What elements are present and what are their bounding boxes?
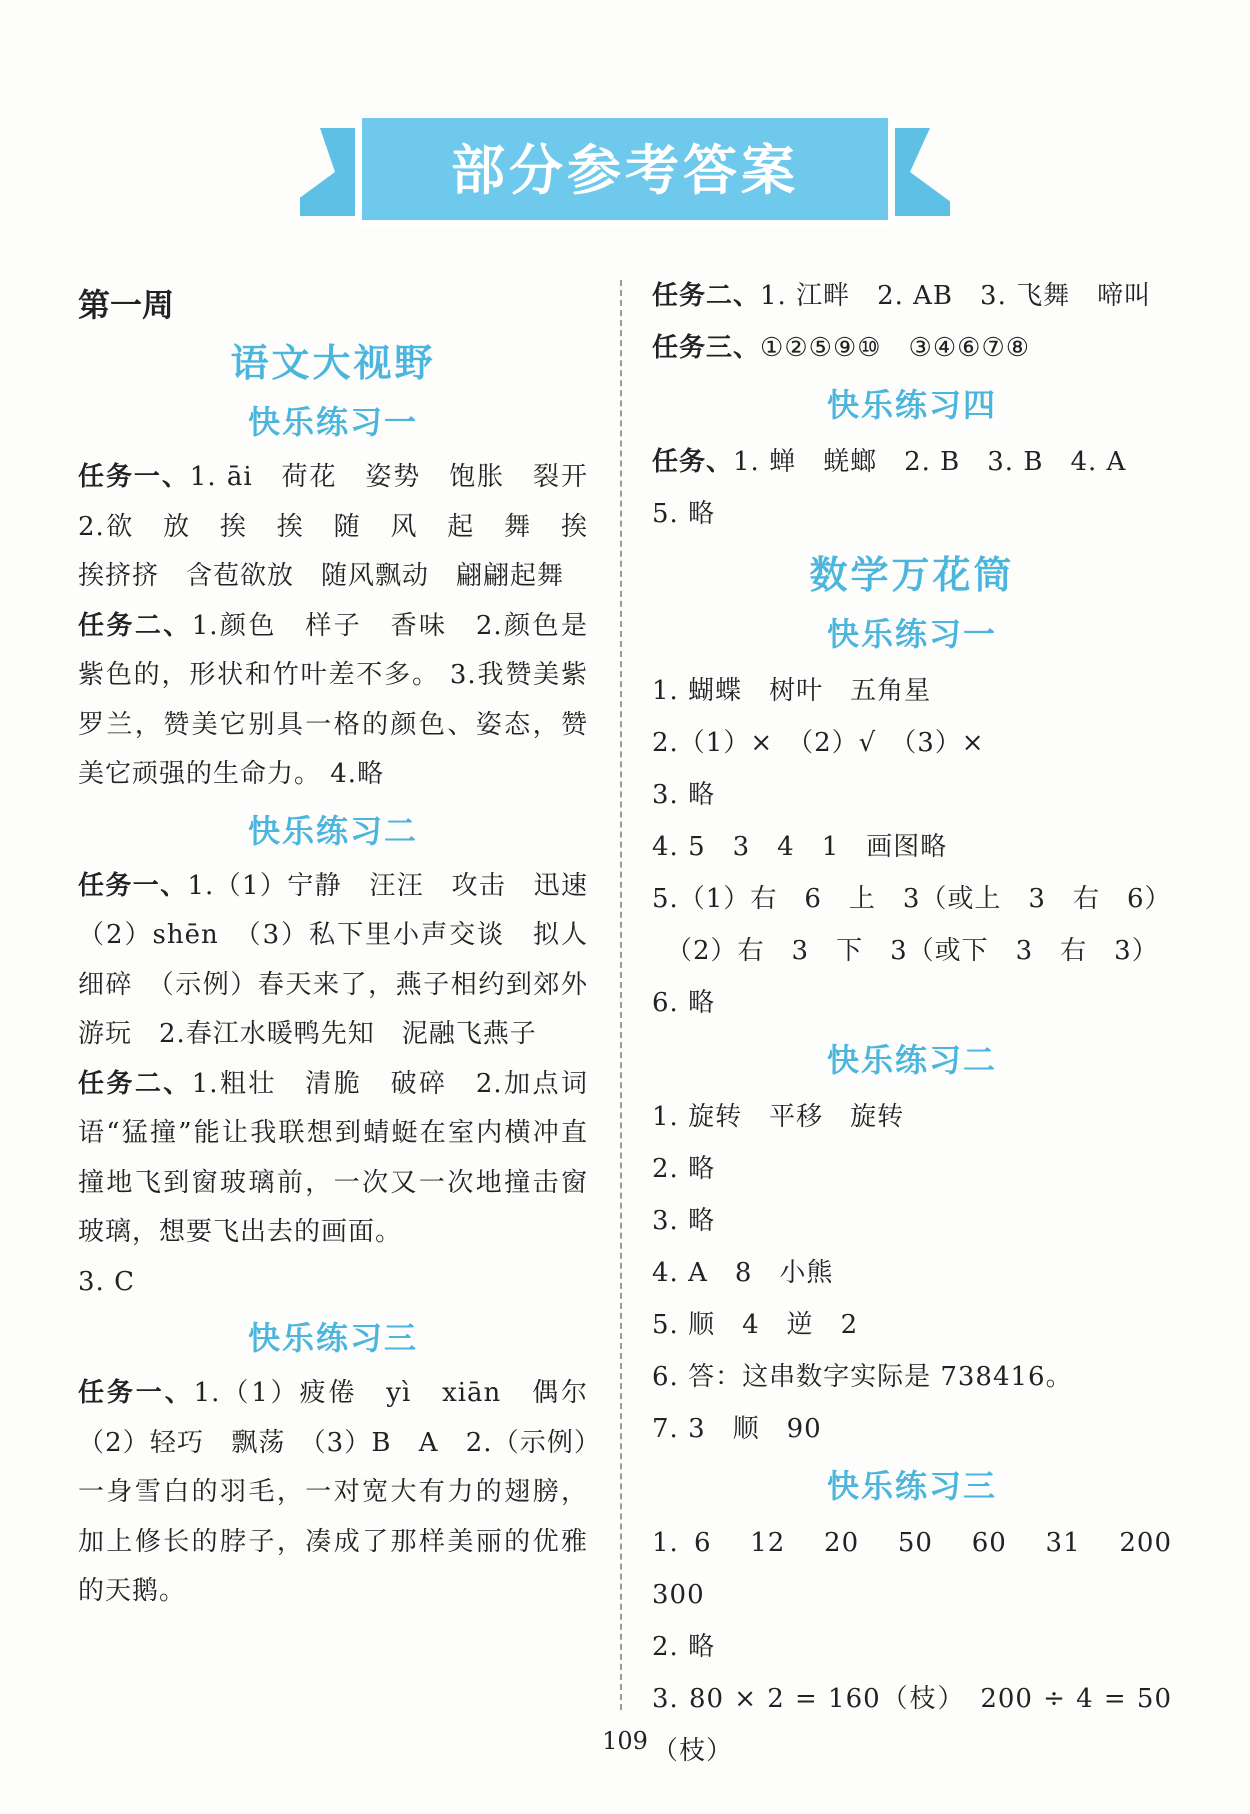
math-practice-1 xyxy=(652,609,1172,1029)
answer-line: 2.（1）× （2）√ （3）× xyxy=(652,728,985,758)
answer-line: 7. 3 顺 90 xyxy=(652,1414,822,1444)
answer-paragraph xyxy=(78,862,616,1060)
answer-text: 1.颜色 样子 香味 2.颜色是紫色的，形状和竹叶差不多。 3.我赞美紫罗兰，赞美它别具一格的颜色、姿态，赞美它顽强的生命力。 4.略 xyxy=(78,610,588,789)
answer-line: 1. 旋转 平移 旋转 xyxy=(652,1102,905,1132)
left-column xyxy=(78,270,616,1617)
answer-line: 3. 略 xyxy=(652,780,716,810)
chinese-practice-3 xyxy=(78,1313,616,1617)
task-label: 任务二、 xyxy=(78,610,192,641)
answer-line: 1. 6 12 20 50 60 31 200 300 xyxy=(652,1528,1200,1610)
practice-heading: 快乐练习三 xyxy=(247,1319,418,1357)
answer-text: ①②⑤⑨⑩ ③④⑥⑦⑧ xyxy=(760,333,1031,363)
answer-paragraph xyxy=(78,453,616,602)
answer-text: 3. C xyxy=(78,1266,135,1297)
answer-paragraph xyxy=(652,322,1172,374)
answer-text: 1.（1）宁静 汪汪 攻击 迅速 （2）shēn （3）私下里小声交谈 拟人 细碎 （示例）春天来了，燕子相约到郊外游玩 2.春江水暖鸭先知 泥融飞燕子 xyxy=(78,870,616,1049)
answer-line: 2. 略 xyxy=(652,1632,716,1662)
answer-paragraph xyxy=(78,602,588,800)
chinese-practice-2 xyxy=(78,806,616,1308)
answer-paragraph xyxy=(652,270,1172,322)
answer-paragraph xyxy=(652,488,1172,540)
answer-paragraph xyxy=(78,1369,616,1617)
practice-heading: 快乐练习四 xyxy=(826,386,997,424)
column-divider xyxy=(620,280,622,1710)
right-column xyxy=(652,270,1200,1777)
practice-heading: 快乐练习二 xyxy=(826,1041,997,1079)
page-number: 109 xyxy=(602,1727,648,1755)
answer-paragraph xyxy=(78,1060,588,1258)
task-label: 任务、 xyxy=(652,447,734,477)
answer-line: 5. 顺 4 逆 2 xyxy=(652,1310,859,1340)
answer-line: 6. 略 xyxy=(652,988,716,1018)
answer-text: 1. 江畔 2. AB 3. 飞舞 啼叫 xyxy=(760,281,1152,311)
answer-paragraph xyxy=(652,436,1172,488)
answer-line: 3. 80 × 2 = 160（枝） 200 ÷ 4 = 50（枝） xyxy=(652,1684,1172,1766)
practice-heading: 快乐练习二 xyxy=(247,811,418,850)
answer-text: 1. āi 荷花 姿势 饱胀 裂开 2.欲 放 挨 挨 随 风 起 舞 挨挨挤挤 含苞欲放 随风飘动 翩翩起舞 xyxy=(78,462,616,591)
answer-line: 2. 略 xyxy=(652,1154,716,1184)
task-label: 任务一、 xyxy=(78,1378,194,1408)
answer-text: 1.粗壮 清脆 破碎 2.加点词语“猛撞”能让我联想到蜻蜓在室内横冲直撞地飞到窗玻璃前，一次又一次地撞击窗玻璃，想要飞出去的画面。 xyxy=(78,1068,588,1247)
task-label: 任务三、 xyxy=(652,333,761,363)
task-label: 任务二、 xyxy=(78,1068,192,1099)
answer-line: 6. 答：这串数字实际是 738416。 xyxy=(652,1362,1073,1392)
chinese-practice-4 xyxy=(652,380,1172,540)
math-practice-2 xyxy=(652,1035,1172,1455)
task-label: 任务一、 xyxy=(78,870,188,901)
answer-text: 1.（1）疲倦 yì xiān 偶尔 （2）轻巧 飘荡 （3）B A 2.（示例）一身雪白的羽毛，一对宽大有力的翅膀，加上修长的脖子，凑成了那样美丽的优雅的天鹅。 xyxy=(78,1378,616,1606)
task-label: 任务一、 xyxy=(78,462,190,492)
practice-heading: 快乐练习一 xyxy=(247,403,418,441)
answer-line: 5.（1）右 6 上 3（或上 3 右 6） xyxy=(652,884,1172,914)
practice-heading: 快乐练习一 xyxy=(826,615,997,653)
practice-heading: 快乐练习三 xyxy=(826,1467,997,1505)
task-label: 任务二、 xyxy=(652,281,761,311)
answer-line: 3. 略 xyxy=(652,1206,716,1236)
title-banner xyxy=(300,118,950,228)
subject-heading-chinese: 语文大视野 xyxy=(230,341,436,385)
answer-line: （2）右 3 下 3（或下 3 右 3） xyxy=(652,936,1159,966)
answer-paragraph xyxy=(78,1258,588,1308)
answer-line: 1. 蝴蝶 树叶 五角星 xyxy=(652,676,932,706)
answer-text: 5. 略 xyxy=(652,499,716,529)
chinese-practice-1 xyxy=(78,397,616,800)
answer-line: 4. 5 3 4 1 画图略 xyxy=(652,832,948,862)
answer-text: 1. 蝉 蜣螂 2. B 3. B 4. A xyxy=(733,447,1127,477)
banner-title: 部分参考答案 xyxy=(451,139,799,202)
week-heading: 第一周 xyxy=(78,286,175,324)
answer-line: 4. A 8 小熊 xyxy=(652,1258,834,1288)
subject-heading-math: 数学万花筒 xyxy=(809,553,1015,597)
